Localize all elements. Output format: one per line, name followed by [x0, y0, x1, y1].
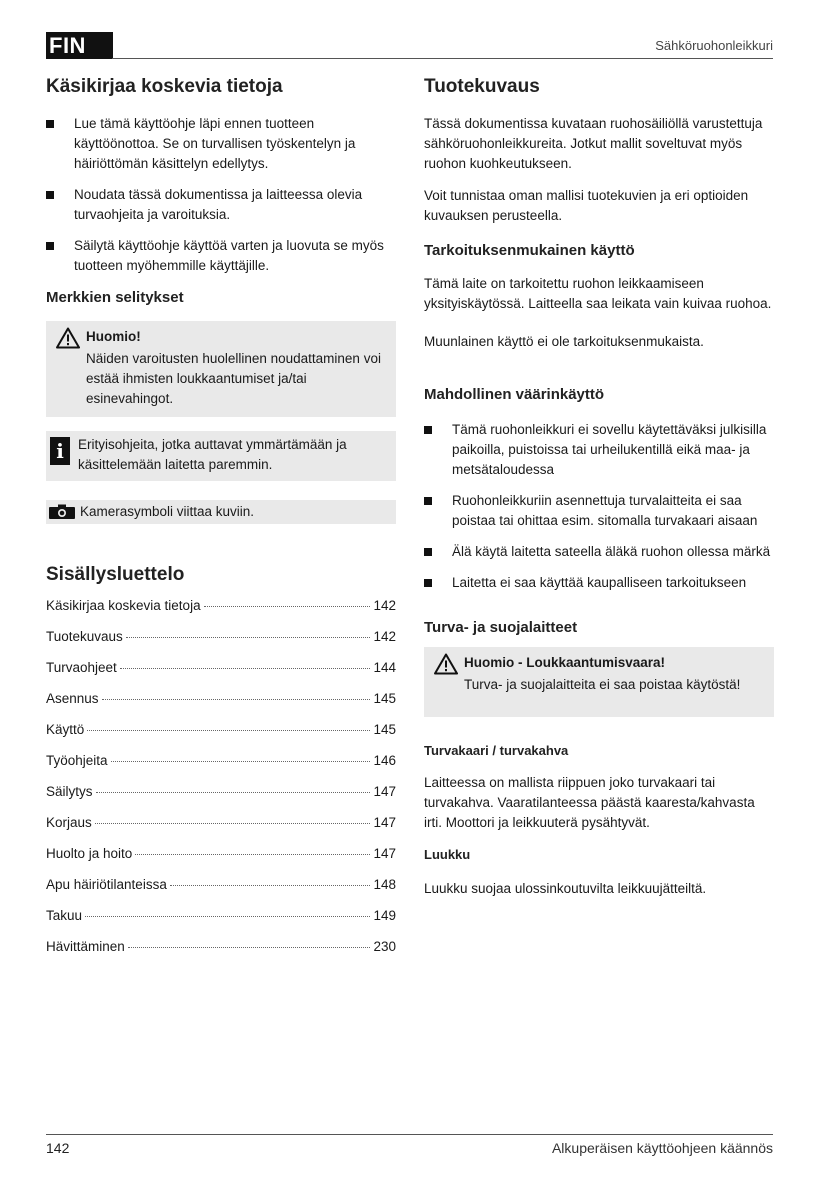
- toc-leader: [102, 699, 371, 700]
- warning-triangle-icon: [56, 327, 80, 349]
- header-rule: [112, 58, 773, 59]
- flap-paragraph: Luukku suojaa ulossinkoutuvilta leikkuujätteiltä.: [424, 881, 707, 896]
- bail-heading: Turvakaari / turvakahva: [424, 743, 569, 758]
- toc-entry[interactable]: [46, 906, 396, 937]
- language-badge: FIN: [46, 32, 113, 59]
- list-item: Tämä ruohonleikkuri ei sovellu käytettäväksi julkisilla paikoilla, puistoissa tai urheilukentillä eikä maa- ja metsätaloudessa: [424, 420, 774, 480]
- toc-label: Käyttö: [46, 722, 85, 737]
- toc-label: Apu häiriötilanteissa: [46, 877, 167, 892]
- warning-text: Näiden varoitusten huolellinen noudattaminen voi estää ihmisten loukkaantumiset ja/tai esinevahingot.: [86, 351, 381, 406]
- bail-paragraph: Laitteessa on mallista riippuen joko turvakaari tai turvakahva. Vaaratilanteessa päästä kaaresta/kahvasta irti. Moottori ja leikkuuterä pysähtyvät.: [424, 775, 755, 830]
- toc-page: 145: [373, 722, 396, 737]
- safety-section: [424, 617, 774, 899]
- flap-heading: Luukku: [424, 847, 471, 862]
- safety-warning-text: Turva- ja suojalaitteita ei saa poistaa käytöstä!: [464, 677, 741, 692]
- toc-entry[interactable]: [46, 813, 396, 844]
- toc-heading: Sisällysluettelo: [46, 564, 185, 585]
- toc-leader: [135, 854, 370, 855]
- manual-info-heading: Käsikirjaa koskevia tietoja: [46, 76, 283, 97]
- warning-note: [46, 321, 396, 417]
- toc-page: 142: [373, 598, 396, 613]
- safety-heading: Turva- ja suojalaitteet: [424, 619, 578, 636]
- toc-leader: [170, 885, 371, 886]
- intended-use-paragraph: Muunlainen käyttö ei ole tarkoituksenmukaista.: [424, 334, 704, 349]
- toc-label: Käsikirjaa koskevia tietoja: [46, 598, 201, 613]
- info-icon: i: [50, 437, 70, 465]
- intended-use-section: [424, 240, 774, 352]
- list-item: Lue tämä käyttöohje läpi ennen tuotteen käyttöönottoa. Se on turvallisen työskentelyn ja häiriöttömän käsittelyn edellytys.: [46, 114, 396, 174]
- toc-label: Säilytys: [46, 784, 93, 799]
- symbols-section: [46, 287, 396, 524]
- toc-page: 147: [373, 784, 396, 799]
- toc-entry[interactable]: [46, 937, 396, 968]
- toc-entry[interactable]: [46, 627, 396, 658]
- page-number: 142: [46, 1140, 70, 1156]
- toc-leader: [85, 916, 370, 917]
- toc-leader: [126, 637, 371, 638]
- warning-triangle-icon: [434, 653, 458, 675]
- symbols-heading: Merkkien selitykset: [46, 289, 184, 306]
- product-paragraph: Voit tunnistaa oman mallisi tuotekuvien ja eri optioiden kuvauksen perusteella.: [424, 188, 749, 223]
- list-item: Ruohonleikkuriin asennettuja turvalaitteita ei saa poistaa tai ohittaa esim. sitomalla turvakaari aisaan: [424, 491, 774, 531]
- toc-entry[interactable]: [46, 751, 396, 782]
- toc-section: [46, 562, 396, 968]
- product-section: [424, 74, 774, 226]
- safety-warning-title: Huomio - Loukkaantumisvaara!: [464, 655, 666, 670]
- toc-entry[interactable]: [46, 782, 396, 813]
- right-column: [424, 74, 774, 899]
- toc-entry[interactable]: [46, 658, 396, 689]
- info-note: [46, 431, 396, 481]
- toc-page: 147: [373, 846, 396, 861]
- toc-label: Takuu: [46, 908, 83, 923]
- toc-entry[interactable]: [46, 689, 396, 720]
- list-item: Laitetta ei saa käyttää kaupalliseen tarkoitukseen: [424, 573, 774, 593]
- toc-leader: [128, 947, 371, 948]
- toc-leader: [95, 823, 371, 824]
- toc-page: 146: [373, 753, 396, 768]
- toc-leader: [120, 668, 371, 669]
- intended-use-heading: Tarkoituksenmukainen käyttö: [424, 242, 635, 259]
- toc-entry[interactable]: [46, 720, 396, 751]
- toc-leader: [87, 730, 370, 731]
- toc-label: Turvaohjeet: [46, 660, 117, 675]
- toc-page: 145: [373, 691, 396, 706]
- camera-icon: [48, 504, 76, 520]
- info-text: Erityisohjeita, jotka auttavat ymmärtämään ja käsittelemään laitetta paremmin.: [78, 437, 347, 472]
- toc-list: [46, 596, 396, 968]
- safety-warning-note: [424, 647, 774, 717]
- manual-info-list: [46, 114, 396, 276]
- misuse-heading: Mahdollinen väärinkäyttö: [424, 386, 605, 403]
- toc-entry[interactable]: [46, 875, 396, 906]
- product-heading: Tuotekuvaus: [424, 76, 540, 97]
- footer-text: Alkuperäisen käyttöohjeen käännös: [551, 1140, 773, 1156]
- toc-page: 149: [373, 908, 396, 923]
- toc-page: 230: [373, 939, 396, 954]
- toc-leader: [111, 761, 371, 762]
- warning-title: Huomio!: [86, 329, 141, 344]
- misuse-section: [424, 384, 774, 593]
- misuse-list: [424, 420, 774, 593]
- list-item: Noudata tässä dokumentissa ja laitteessa olevia turvaohjeita ja varoituksia.: [46, 185, 396, 225]
- toc-label: Hävittäminen: [46, 939, 125, 954]
- manual-info-section: [46, 74, 396, 276]
- toc-label: Asennus: [46, 691, 99, 706]
- list-item: Älä käytä laitetta sateella äläkä ruohon ollessa märkä: [424, 542, 774, 562]
- toc-label: Tuotekuvaus: [46, 629, 123, 644]
- toc-leader: [204, 606, 371, 607]
- toc-page: 147: [373, 815, 396, 830]
- camera-note: [46, 500, 396, 524]
- footer-rule: [46, 1134, 773, 1135]
- list-item: Säilytä käyttöohje käyttöä varten ja luovuta se myös tuotteen myöhemmille käyttäjille.: [46, 236, 396, 276]
- toc-label: Korjaus: [46, 815, 92, 830]
- left-column: [46, 74, 396, 968]
- product-paragraph: Tässä dokumentissa kuvataan ruohosäiliöllä varustettuja sähköruohonleikkureita. Jotkut mallit soveltuvat myös ruohon kuohkeutukseen.: [424, 116, 763, 171]
- intended-use-paragraph: Tämä laite on tarkoitettu ruohon leikkaamiseen yksityiskäytössä. Laitteella saa leikata vain kuivaa ruohoa.: [424, 276, 772, 311]
- toc-entry[interactable]: [46, 844, 396, 875]
- toc-leader: [96, 792, 371, 793]
- toc-page: 144: [373, 660, 396, 675]
- toc-label: Työohjeita: [46, 753, 108, 768]
- header-title: Sähköruohonleikkuri: [655, 38, 773, 53]
- camera-text: Kamerasymboli viittaa kuviin.: [80, 504, 255, 519]
- toc-entry[interactable]: [46, 596, 396, 627]
- toc-page: 148: [373, 877, 396, 892]
- toc-page: 142: [373, 629, 396, 644]
- toc-label: Huolto ja hoito: [46, 846, 133, 861]
